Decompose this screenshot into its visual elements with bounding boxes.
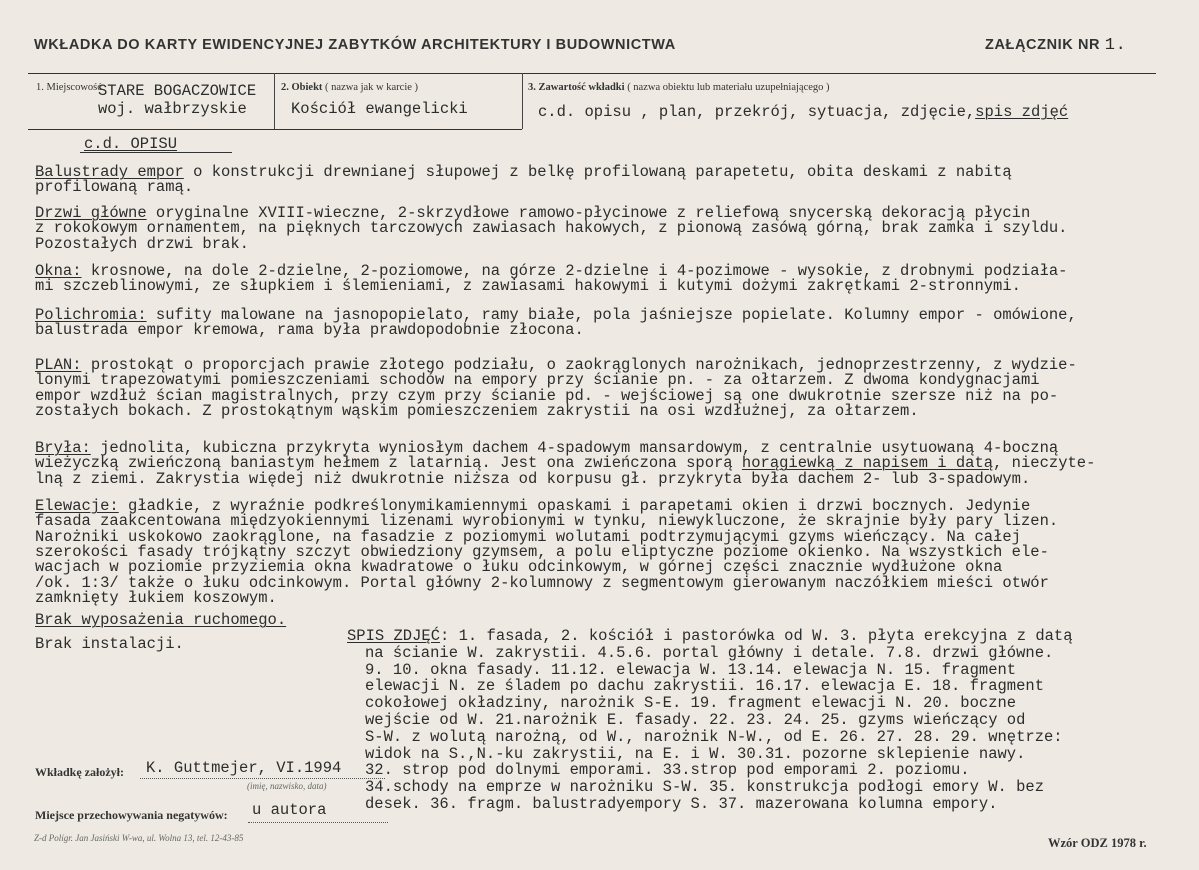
location-dotted-line — [248, 822, 388, 823]
underlined-term: Bryła: — [35, 439, 91, 457]
photo-list-line — [365, 746, 1025, 762]
field-box-bottom-line — [28, 129, 522, 130]
field-2-value: Kościół ewangelicki — [291, 100, 468, 118]
attachment-label: ZAŁĄCZNIK NR — [985, 37, 1101, 53]
underlined-term: Balustrady empor — [35, 163, 184, 181]
printer-imprint: Z-d Polígr. Jan Jasiński W-wa, ul. Wolna 13, tel. 12-43-85 — [34, 833, 244, 843]
field-divider-2 — [522, 73, 523, 129]
underlined-term: Drzwi główne — [35, 204, 147, 222]
text-run: profilowaną ramą. — [35, 178, 194, 197]
p2-line — [35, 236, 249, 252]
card-title: WKŁADKA DO KARTY EWIDENCYJNEJ ZABYTKÓW ARCHITEKTURY I BUDOWNICTWA — [34, 37, 676, 53]
negatives-location-label: Miejsce przechowywania negatywów: — [35, 808, 228, 822]
text-run: sufity malowane na jasnopopielato, ramy białe, pola jaśniejsze popielate. Kolumny empor - omówione, — [146, 306, 1077, 324]
text-run: krosnowe, na dole 2-dzielne, 2-poziomowe, na górze 2-dzielne i 4-pozimowe - wysokie, z drobnymi podziała- — [81, 262, 1068, 280]
text-run: fasada zaakcentowana międzyokiennymi lizenami wyrobionymi w tynku, niewykluczone, że skrajnie były pary lizen. — [35, 512, 1059, 531]
text-run: szerokości fasady trójkątny szczyt obwiedziony gzymsem, a polu eliptyczne poziome okienko. Na wszystkich ele- — [35, 542, 1049, 561]
photo-list-label: SPIS ZDJĘĆ — [347, 627, 441, 645]
text-run: wacjach w poziomie przyziemia okna kwadratowe o łuku odcinkowym, w górnej części znacznie wydłużone okna — [35, 558, 1003, 577]
photo-list-text: : 1. fasada, 2. kościół i pastorówka od W. 3. płyta erekcyjna z datą — [440, 627, 1073, 645]
text-run: prostokąt o proporcjach prawie złotego podziału, o zaokrąglonych narożnikach, jednoprzestrzenny, z wydzie- — [81, 356, 1077, 374]
underlined-term: Polichromia: — [35, 306, 147, 324]
photo-list-line — [365, 645, 1053, 661]
photo-list-text: S-W. z wolutą narożną, od W., narożnik N-W., od E. 26. 27. 28. 29. wnętrze: — [365, 727, 1063, 746]
form-version: Wzór ODZ 1978 r. — [1048, 836, 1147, 850]
field-3-value-b: spis zdjęć — [975, 103, 1069, 121]
text-run: Narożniki uskokowo zaokrąglone, na fasadzie z poziomymi wolutami podtrzymującymi gzyms wieńczący. Na całej — [35, 527, 1021, 546]
underlined-term: Elewacje: — [35, 497, 119, 515]
p1-line — [35, 179, 193, 195]
field-1-town: STARE BOGACZOWICE — [98, 82, 257, 100]
field-3-value — [538, 104, 1068, 120]
text-run: jednolita, kubiczna przykryta wyniosłym dachem 4-spadowym mansardowym, z centralnie usytuowaną 4-boczną — [90, 439, 1059, 457]
card-author-value: K. Guttmejer, VI.1994 — [146, 759, 342, 777]
photo-list-text: cokołowej okładziny, narożnik S-E. 19. fragment elewacji N. 20. boczne — [365, 694, 1017, 713]
photo-list-line — [365, 779, 1044, 795]
text-run: wieżyczką zwieńczoną baniastym hełmem z latarnią. Jest ona zwieńczona sporą — [35, 454, 742, 473]
photo-list-line — [365, 695, 1016, 711]
photo-list-line — [365, 762, 970, 778]
photo-list-text: desek. 36. fragm. balustradyempory S. 37. mazerowana kolumna empory. — [365, 795, 998, 813]
photo-list-text: elewacji N. ze śladem po dachu zakrystii. 16.17. elewacja E. 18. fragment — [365, 677, 1045, 696]
text-run: Pozostałych drzwi brak. — [35, 234, 249, 253]
text-run: zamknięty łukiem koszowym. — [35, 588, 277, 607]
field-2-note: ( nazwa jak w karcie ) — [325, 82, 419, 93]
field-3-note: ( nazwa obiektu lub materiału uzupełniającego ) — [627, 82, 830, 93]
negatives-location-value: u autora — [252, 801, 327, 819]
field-3-label — [528, 82, 830, 93]
card-author-label: Wkładkę założył: — [35, 765, 124, 779]
field-3-title: 3. Zawartość wkładki — [528, 82, 625, 93]
photo-list-text: 34.schody na emprze w narożniku S-W. 35. konstrukcja podłogi emory W. bez — [365, 778, 1045, 797]
photo-list-line — [365, 796, 998, 812]
text-run: empor wzdłuż ścian magistralnych, przy czym przy ścianie pd. - wejściowej są one dwukrotnie szersze niż na po- — [35, 386, 1059, 405]
field-1-label: 1. Miejscowość — [36, 82, 102, 93]
heading-rule — [80, 152, 232, 153]
no-installations: Brak instalacji. — [35, 635, 184, 653]
section-heading-cd-opisu: c.d. OPISU — [84, 135, 178, 153]
p3-line — [35, 278, 1021, 294]
text-run: mi szczeblinowymi, ze słupkiem i ślemieniami, z zawiasami hakowymi i kutymi dożymi zakrętkami 2-stronnymi. — [35, 277, 1021, 296]
text-run: oryginalne XVIII-wieczne, 2-skrzydłowe ramowo-płycinowe z reliefową snycerską dekoracją płycin — [146, 204, 1031, 222]
attachment-number — [985, 37, 1126, 54]
author-dotted-line — [140, 778, 385, 779]
text-run: gładkie, z wyraźnie podkreślonymikamiennymi opaskami i parapetami okien i drzwi bocznych. Jedynie — [118, 497, 1031, 515]
photo-list-line — [347, 628, 1073, 644]
text-run: o konstrukcji drewnianej słupowej z belkę profilowaną parapetetu, obita deskami z nabitą — [183, 163, 1012, 181]
text-run: lną z ziemi. Zakrystia więdej niż dwukrotnie niższa od korpusu gł. przykryta była dachem 2- lub 3-spadowym. — [35, 469, 1031, 488]
text-run: balustrada empor kremowa, rama była prawdopodobnie złocona. — [35, 321, 584, 340]
p5-line — [35, 403, 919, 419]
photo-list-line — [365, 712, 1025, 728]
p6-line — [35, 471, 1030, 487]
text-run: z rokokowym ornamentem, na pięknych tarczowych zawiasach hakowych, z pionową zasówą górną, brak zamka i szyldu. — [35, 219, 1068, 238]
attachment-value: 1. — [1104, 36, 1127, 55]
photo-list-text: na ścianie W. zakrystii. 4.5.6. portal główny i detale. 7.8. drzwi główne. — [365, 643, 1054, 662]
underlined-term: Okna: — [35, 262, 82, 280]
photo-list-text: wejście od W. 21.narożnik E. fasady. 22. 23. 24. 25. gzyms wieńczący od — [365, 711, 1026, 729]
no-furnishings: Brak wyposażenia ruchomego. — [35, 611, 287, 629]
text-run: /ok. 1:3/ także o łuku odcinkowym. Portal główny 2-kolumnowy z segmentowym gierowanym naczółkiem mieści otwór — [35, 573, 1049, 592]
p4-line — [35, 322, 584, 338]
photo-list-line — [365, 678, 1044, 694]
field-3-value-a: c.d. opisu , plan, przekrój, sytuacja, zdjęcie, — [538, 103, 976, 121]
field-2-label — [281, 82, 418, 93]
photo-list-text: widok na S.,N.-ku zakrystii, na E. i W. 30.31. pozorne sklepienie nawy. — [365, 744, 1026, 763]
photo-list-text: 9. 10. okna fasady. 11.12. elewacja W. 13.14. elewacja N. 15. fragment — [365, 660, 1017, 679]
field-box-top-line — [28, 73, 1156, 74]
underlined-term: horągiewką z napisem i datą — [741, 454, 994, 473]
field-divider-1 — [274, 73, 275, 129]
text-run: lonymi trapezowatymi pomieszczeniami schodów na empory przy ścianie pn. - za ołtarzem. Z dwoma kondygnacjami — [35, 371, 1040, 390]
text-run: , nieczyte- — [993, 454, 1096, 473]
text-run: zostałych bokach. Z prostokątnym wąskim pomieszczeniem zakrystii na osi wzdłużnej, za ołtarzem. — [35, 401, 919, 420]
photo-list-text: 32. strop pod dolnymi emporami. 33.strop pod emporami 2. poziomu. — [365, 761, 970, 780]
card-author-note: (imię, nazwisko, data) — [247, 781, 327, 791]
field-2-title: 2. Obiekt — [281, 82, 323, 93]
p7-line — [35, 590, 277, 606]
underlined-term: PLAN: — [35, 356, 82, 374]
photo-list-line — [365, 662, 1016, 678]
photo-list-line — [365, 729, 1063, 745]
field-1-voivodeship: woj. wałbrzyskie — [98, 100, 247, 118]
